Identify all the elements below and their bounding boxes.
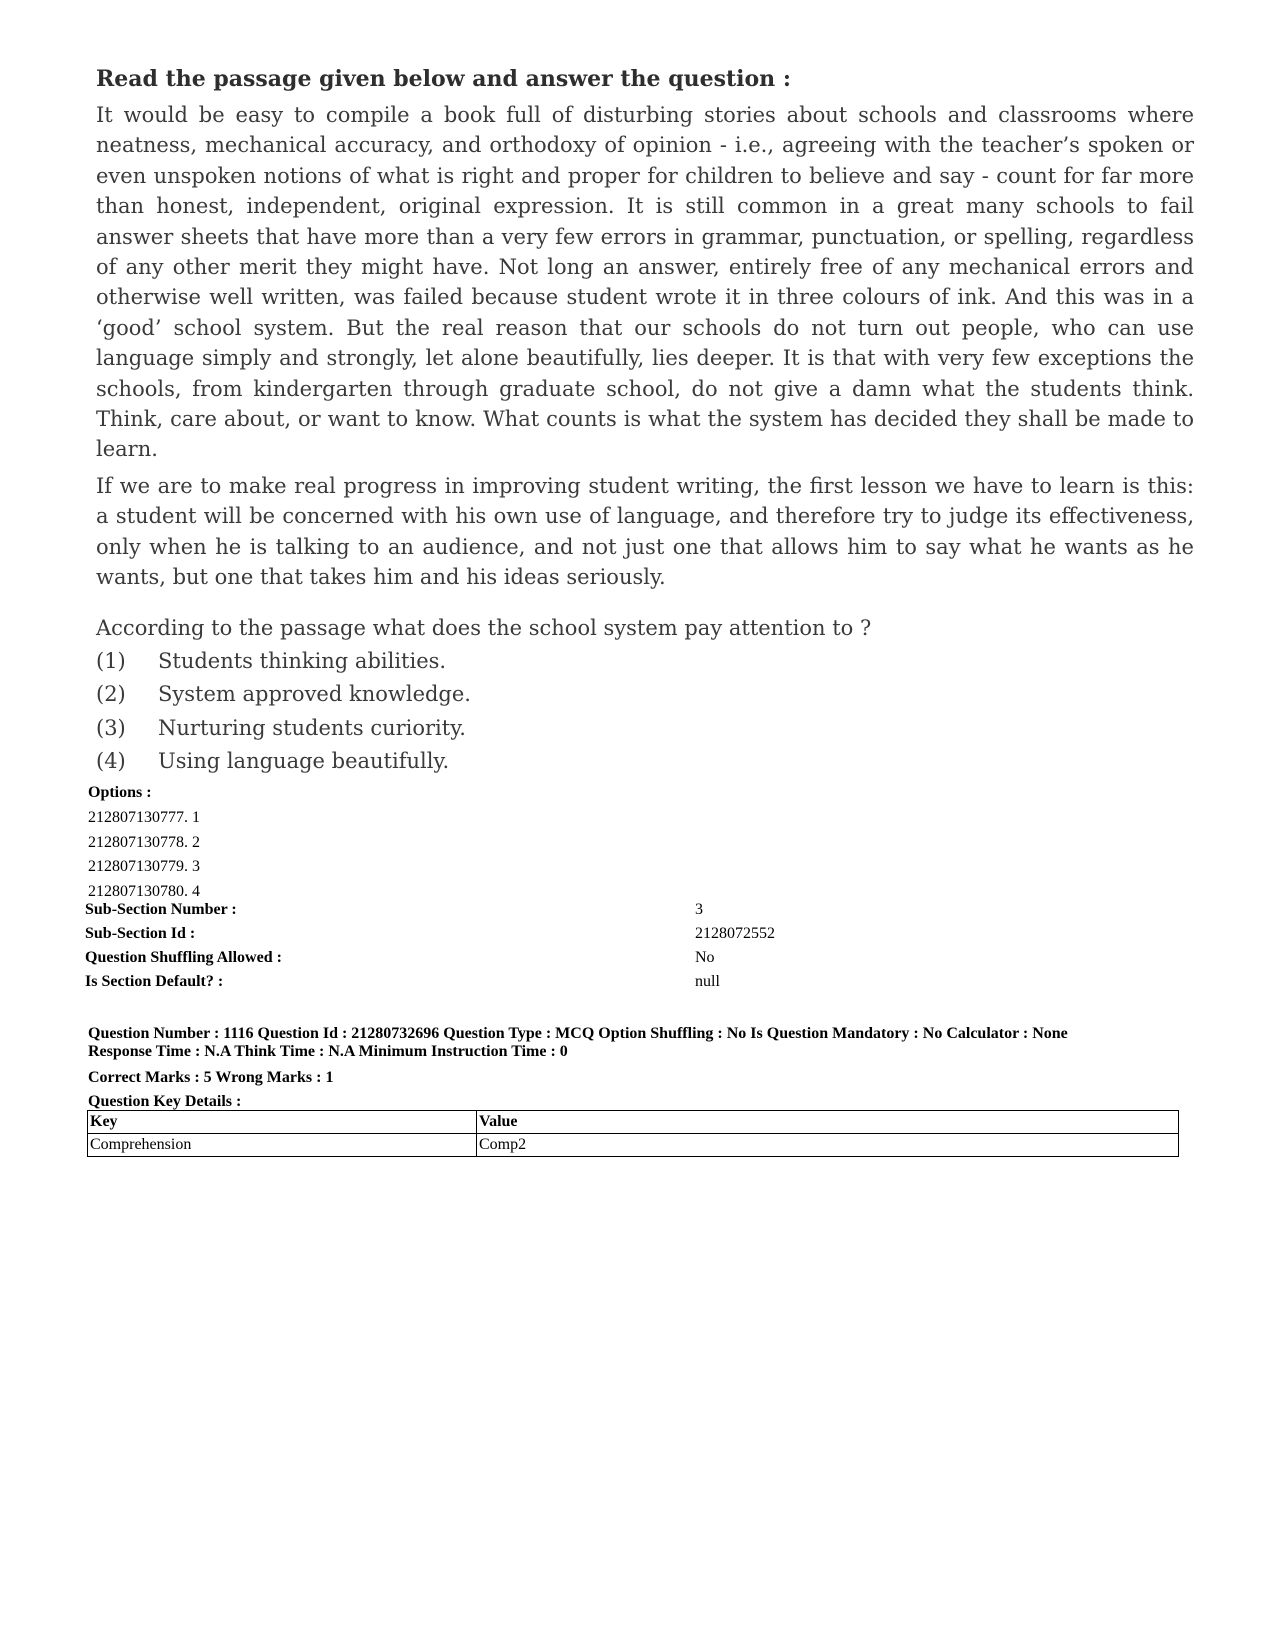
table-header: Value	[477, 1111, 1179, 1134]
key-details-label: Question Key Details :	[88, 1093, 242, 1110]
question-meta-line: Question Number : 1116 Question Id : 21280732696 Question Type : MCQ Option Shuffling : No Is Question Mandatory : No Calculator : None	[88, 1025, 1068, 1042]
option-id: 212807130780. 4	[88, 882, 200, 900]
answer-choice	[96, 678, 1194, 712]
choice-text: Using language beautifully.	[158, 749, 450, 773]
answer-choice	[96, 745, 1194, 779]
choice-number: (2)	[96, 682, 126, 706]
choice-text: Students thinking abilities.	[158, 648, 447, 673]
subsection-key: Question Shuffling Allowed :	[85, 949, 282, 966]
option-id: 212807130778. 2	[88, 833, 200, 851]
choice-number: (1)	[96, 648, 126, 673]
passage-block	[96, 64, 1194, 779]
question-timing-line: Response Time : N.A Think Time : N.A Minimum Instruction Time : 0	[88, 1043, 568, 1060]
option-id: 212807130777. 1	[88, 809, 200, 826]
subsection-row	[85, 922, 1185, 946]
table-header-row	[88, 1111, 1179, 1134]
answer-choice	[96, 712, 1194, 746]
subsection-info	[85, 898, 1185, 994]
table-row	[88, 1134, 1179, 1157]
choice-number: (4)	[96, 749, 126, 773]
choice-text: System approved knowledge.	[158, 682, 471, 706]
passage-paragraph: It would be easy to compile a book full of disturbing stories about schools and classrooms where neatness, mechanical accuracy, and orthodoxy of opinion - i.e., agreeing with the teacher’s spoken or even unspoken notions of what is right and proper for children to believe and say - count for far more than honest, independent, original expression. It is still common in a great many schools to fail answer sheets that have more than a very few errors in grammar, punctuation, or spelling, regardless of any other merit they might have. Not long an answer, entirely free of any mechanical errors and otherwise well written, was failed because student wrote it in three colours of ink. And this was in a ‘good’ school system. But the real reason that our schools do not turn out people, who can use language simply and strongly, let alone beautifully, lies deeper. It is that with very few exceptions the schools, from kindergarten through graduate school, do not give a damn what the students think. Think, care about, or want to know. What counts is what the system has decided they shall be made to learn.	[96, 103, 1194, 462]
question-key-table	[87, 1110, 1179, 1157]
options-block	[88, 782, 200, 904]
table-cell: Comp2	[477, 1134, 1179, 1157]
answer-choices	[96, 645, 1194, 779]
option-id: 212807130779. 3	[88, 858, 200, 875]
subsection-row	[85, 946, 1185, 970]
answer-choice	[96, 645, 1194, 679]
table-header: Key	[88, 1111, 477, 1134]
choice-number: (3)	[96, 715, 126, 740]
subsection-key: Sub-Section Number :	[85, 901, 237, 918]
options-label: Options :	[88, 784, 152, 801]
subsection-value: No	[695, 949, 715, 966]
marks-line: Correct Marks : 5 Wrong Marks : 1	[88, 1069, 334, 1086]
subsection-value: null	[695, 973, 720, 990]
question-text: According to the passage what does the school system pay attention to ?	[96, 615, 872, 640]
subsection-key: Sub-Section Id :	[85, 925, 196, 942]
subsection-value: 2128072552	[695, 925, 775, 942]
table-cell: Comprehension	[88, 1134, 477, 1157]
choice-text: Nurturing students curiority.	[158, 715, 466, 740]
subsection-row	[85, 898, 1185, 922]
passage-heading: Read the passage given below and answer the question :	[96, 66, 791, 92]
passage-paragraph: If we are to make real progress in improving student writing, the first lesson we have to learn is this: a student will be concerned with his own use of language, and therefore try to judge its effectiveness, only when he is talking to an audience, and not just one that allows him to say what he wants as he wants, but one that takes him and his ideas seriously.	[96, 473, 1194, 590]
question-info	[88, 1025, 1188, 1113]
subsection-row	[85, 970, 1185, 994]
subsection-value: 3	[695, 901, 703, 918]
subsection-key: Is Section Default? :	[85, 973, 224, 990]
